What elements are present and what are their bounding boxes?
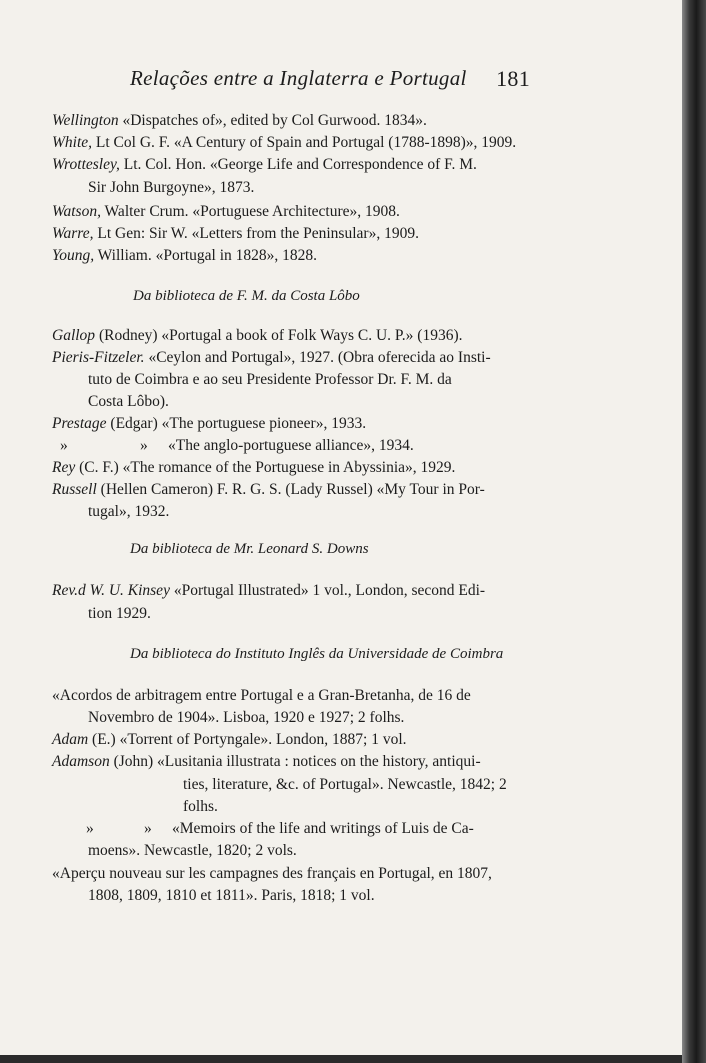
entry-text: «Memoirs of the life and writings of Luis de Ca- [172,820,474,837]
section-title: Da biblioteca do Instituto Inglês da Universidade de Coimbra [130,646,504,662]
header-title: Relações entre a Inglaterra e Portugal [130,66,467,90]
bibliography-entry [52,110,532,132]
entry-text: Walter Crum. «Portuguese Architecture», 1908. [100,203,400,220]
section-title: Da biblioteca de Mr. Leonard S. Downs [130,541,369,557]
entry-continuation: tuto de Coimbra e ao seu Presidente Professor Dr. F. M. da [88,371,452,388]
bibliography-entry [52,413,532,435]
bibliography-entry [52,751,532,773]
entry-author: Wellington [52,112,119,129]
bibliography-entry [52,154,532,176]
entry-text: «Portugal Illustrated» 1 vol., London, second Edi- [169,582,486,599]
bibliography-entry [52,729,532,751]
entry-text: Lt Gen: Sir W. «Letters from the Peninsular», 1909. [93,225,419,242]
entry-continuation: Sir John Burgoyne», 1873. [88,179,255,196]
entry-author: Adam [52,731,89,748]
ditto-mark: » [86,820,94,837]
entry-text: (John) «Lusitania illustrata : notices on the history, antiqui- [109,753,481,770]
entry-continuation: tugal», 1932. [88,503,170,520]
entry-text: «Ceylon and Portugal», 1927. (Obra oferecida ao Insti- [144,349,491,366]
entry-text: William. «Portugal in 1828», 1828. [94,247,318,264]
page-number: 181 [496,66,530,91]
entry-author: Young, [52,247,95,264]
entry-continuation: 1808, 1809, 1810 et 1811». Paris, 1818; 1 vol. [88,887,375,904]
running-header [130,66,530,91]
bibliography-entry [52,347,532,369]
entry-continuation: Costa Lôbo). [88,393,169,410]
ditto-mark: » [60,437,68,454]
entry-author: Wrottesley, [52,156,120,173]
entry-text: Lt. Col. Hon. «George Life and Correspondence of F. M. [119,156,477,173]
entry-text: (Rodney) «Portugal a book of Folk Ways C. U. P.» (1936). [95,327,463,344]
bibliography-entry: «Aperçu nouveau sur les campagnes des français en Portugal, en 1807, [52,865,492,882]
entry-author: Adamson [52,753,110,770]
section-title: Da biblioteca de F. M. da Costa Lôbo [133,288,360,304]
entry-text: (C. F.) «The romance of the Portuguese in Abyssinia», 1929. [75,459,456,476]
entry-author: White, [52,134,93,151]
entry-text: (Edgar) «The portuguese pioneer», 1933. [106,415,367,432]
bibliography-entry [52,580,532,602]
bibliography-entry [52,325,532,347]
entry-continuation: tion 1929. [88,605,151,622]
entry-author: Pieris-Fitzeler. [52,349,145,366]
bibliography-entry [52,457,532,479]
bibliography-entry [52,223,532,245]
entry-text: (Hellen Cameron) F. R. G. S. (Lady Russel) «My Tour in Por- [96,481,485,498]
book-edge [682,0,706,1063]
entry-author: Watson, [52,203,101,220]
bibliography-entry: «Acordos de arbitragem entre Portugal e a Gran-Bretanha, de 16 de [52,687,471,704]
entry-continuation: Novembro de 1904». Lisboa, 1920 e 1927; 2 folhs. [88,709,405,726]
bibliography-entry [52,479,532,501]
entry-continuation: ties, literature, &c. of Portugal». Newcastle, 1842; 2 [183,776,507,793]
ditto-entry [60,435,540,457]
bibliography-entry [52,245,532,267]
entry-author: Warre, [52,225,94,242]
entry-text: Lt Col G. F. «A Century of Spain and Portugal (1788-1898)», 1909. [92,134,517,151]
entry-text: (E.) «Torrent of Portyngale». London, 1887; 1 vol. [88,731,407,748]
entry-author: Rev.d W. U. Kinsey [52,582,170,599]
ditto-entry [86,818,566,840]
entry-author: Russell [52,481,97,498]
entry-text: «The anglo-portuguese alliance», 1934. [168,437,414,454]
entry-text: «Dispatches of», edited by Col Gurwood. 1834». [118,112,427,129]
entry-author: Prestage [52,415,107,432]
entry-author: Gallop [52,327,96,344]
ditto-mark: » [144,820,152,837]
ditto-mark: » [140,437,148,454]
bibliography-entry [52,132,532,154]
bibliography-entry [52,201,532,223]
entry-continuation: folhs. [183,798,218,815]
entry-author: Rey [52,459,76,476]
entry-continuation: moens». Newcastle, 1820; 2 vols. [88,842,297,859]
